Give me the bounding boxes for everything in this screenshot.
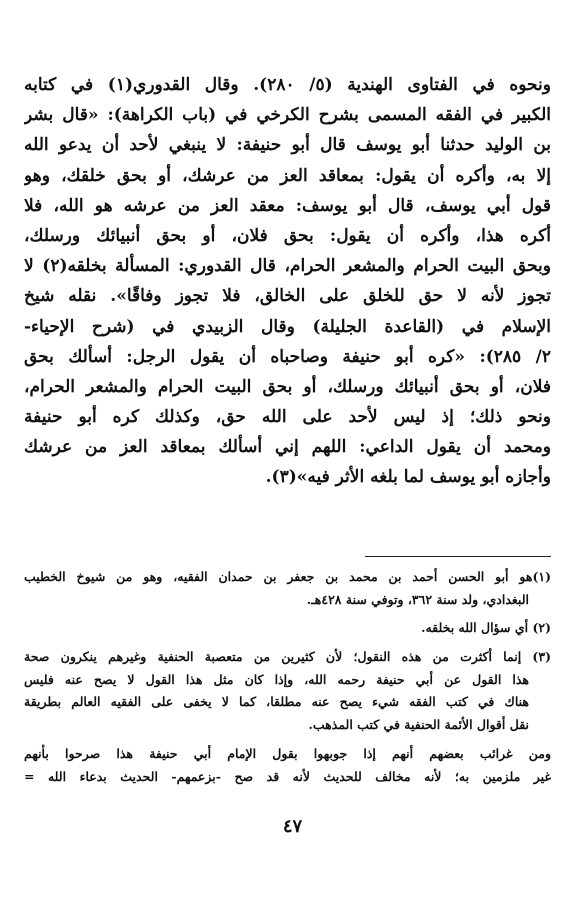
main-text-line: بن الوليد حدثنا أبو يوسف قال أبو حنيفة: لا ينبغي لأحد أن يدعو الله	[24, 135, 551, 156]
main-text-line: الكبير في الفقه المسمى بشرح الكرخي في (باب الكراهة): «قال بشر	[24, 105, 551, 126]
footnote-line: هناك في كتب الفقه شيء يصح عنه مطلقا، كما لا يخفى على الفقيه العالم بطريقة	[24, 694, 529, 710]
main-text-line: ونحو ذلك؛ إذ ليس لأحد على الله حق، وكذلك كره أبو حنيفة	[24, 407, 551, 428]
footnote-3-continuation	[24, 743, 551, 788]
main-text	[24, 70, 551, 493]
footnote-2	[24, 617, 551, 640]
main-text-line: فلان، أو بحق أنبيائك ورسلك، أو بحق البيت الحرام والمشعر الحرام،	[24, 376, 551, 397]
main-text-line: أكره هذا، وأكره أن يقول: بحق فلان، أو بحق أنبيائك ورسلك،	[24, 225, 551, 246]
main-text-line: قول أبي يوسف، قال أبو يوسف: معقد العز من عرشه هو الله، فلا	[24, 195, 551, 216]
main-text-line: ومحمد أن يقول الداعي: اللهم إني أسألك بمعاقد العز من عرشك	[24, 437, 551, 458]
main-text-line: إلا به، وأكره أن يقول: بمعاقد العز من عرشك، أو بحق خلقك، وهو	[24, 165, 551, 186]
main-text-line: وأجازه أبو يوسف لما بلغه الأثر فيه»(٣).	[265, 467, 551, 488]
main-text-line: ونحوه في الفتاوى الهندية (٥/ ٢٨٠). وقال القدوري(١) في كتابه	[24, 75, 551, 95]
footnote-line: ومن غرائب بعضهم أنهم إذا جوبهوا بقول الإمام أبي حنيفة هذا صرحوا بأنهم	[24, 745, 551, 761]
footnote-line: (٣) إنما أكثرت من هذه النقول؛ لأن كثيرين من متعصبة الحنفية وغيرهم ينكرون صحة	[24, 649, 551, 665]
footnote-line: (١)هو أبو الحسن أحمد بن محمد بن جعفر بن حمدان الفقيه، وهو من شيوخ الخطيب	[24, 569, 551, 584]
footnotes	[24, 566, 551, 788]
footnote-separator	[365, 556, 551, 557]
main-text-line: وبحق البيت الحرام والمشعر الحرام، قال القدوري: المسألة بخلقه(٢) لا	[24, 256, 551, 277]
footnote-line: (٢) أي سؤال الله بخلقه.	[421, 620, 551, 636]
footnote-1	[24, 566, 551, 611]
main-text-line: ٢/ ٢٨٥): «كره أبو حنيفة وصاحباه أن يقول الرجل: أسألك بحق	[24, 346, 551, 367]
footnote-line: غير ملزمين به؛ لأنه مخالف للحديث لأنه قد صح -بزعمهم- الحديث بدعاء الله =	[24, 768, 551, 784]
footnote-line: نقل أقوال الأئمة الحنفية في كتب المذهب.	[308, 717, 529, 733]
footnote-line: البغدادي، ولد سنة ٣٦٢، وتوفي سنة ٤٢٨هـ.	[306, 591, 529, 607]
page-number: ٤٧	[282, 816, 303, 837]
main-text-line: الإسلام في (القاعدة الجليلة) وقال الزبيدي في (شرح الإحياء-	[24, 316, 551, 337]
footnote-3	[24, 646, 551, 737]
main-text-line: تجوز لأنه لا حق للخلق على الخالق، فلا تجوز وفاقًا». نقله شيخ	[24, 286, 551, 307]
footnote-line: هذا القول عن أبي حنيفة رحمه الله، وإذا كان مثل هذا القول لا يصح عنه فليس	[24, 671, 529, 687]
